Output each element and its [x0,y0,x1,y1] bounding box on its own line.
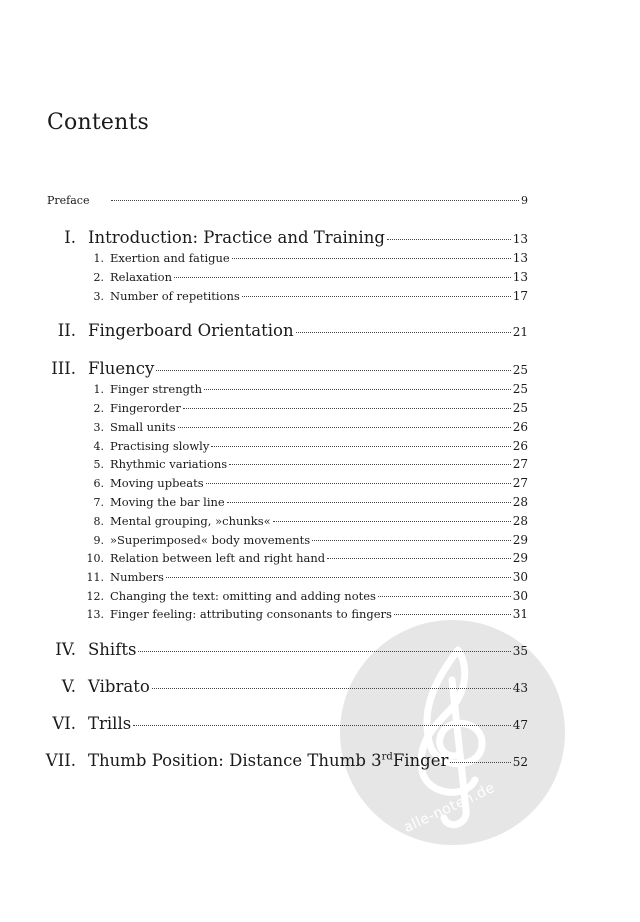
entry-page: 9 [521,194,528,207]
toc-section [0,589,640,607]
dot-leader [229,463,511,465]
entry-page: 35 [512,644,528,658]
entry-page: 27 [512,457,528,471]
dot-leader [156,369,510,371]
entry-page: 43 [512,681,528,695]
dot-leader [232,257,511,259]
toc-section [0,289,640,307]
entry-page: 28 [512,514,528,528]
chapter-title: Fluency [88,359,155,378]
entry-page: 52 [512,755,528,769]
section-title: »Superimposed« body movements [110,533,311,547]
dot-leader [166,576,511,578]
toc-chapter-7 [0,751,640,773]
chapter-title-end: Finger [392,751,449,770]
entry-page: 13 [512,251,528,265]
section-title: Finger strength [110,382,203,396]
section-title: Fingerorder [110,401,181,415]
entry-page: 47 [512,718,528,732]
dot-leader [327,557,511,559]
chapter-number: V. [61,677,76,696]
section-number: 1. [93,383,104,396]
section-number: 12. [86,590,104,603]
dot-leader [174,276,511,278]
dot-leader [211,445,510,447]
entry-page: 30 [512,570,528,584]
toc-section [0,514,640,532]
section-title: Moving the bar line [110,495,225,509]
chapter-number: IV. [55,640,76,659]
entry-page: 25 [512,363,528,377]
toc-section [0,251,640,269]
entry-title: Preface [47,194,90,207]
entry-page: 13 [512,270,528,284]
toc-entry-preface [0,194,640,207]
toc-section [0,270,640,288]
dot-leader [111,199,519,201]
entry-page: 28 [512,495,528,509]
section-title: Changing the text: omitting and adding notes [110,589,376,603]
dot-leader [387,238,511,240]
toc-section [0,457,640,475]
entry-page: 25 [512,382,528,396]
section-title: Practising slowly [110,439,210,453]
toc-section [0,570,640,588]
dot-leader [183,407,511,409]
toc-section [0,533,640,551]
section-number: 4. [93,440,104,453]
dot-leader [133,724,511,726]
dot-leader [227,501,511,503]
section-number: 3. [93,290,104,303]
toc-section [0,420,640,438]
toc-section [0,495,640,513]
dot-leader [312,539,511,541]
toc-section [0,401,640,419]
chapter-title-main: Thumb Position: Distance Thumb 3 [88,751,382,770]
section-number: 8. [93,515,104,528]
dot-leader [378,595,511,597]
chapter-title: Trills [88,714,132,733]
chapter-title: Vibrato [88,677,150,696]
chapter-title: Fingerboard Orientation [88,321,294,340]
entry-page: 21 [512,325,528,339]
toc-chapter-2 [0,321,640,343]
section-number: 3. [93,421,104,434]
toc-chapter-6 [0,714,640,736]
dot-leader [204,388,511,390]
entry-page: 27 [512,476,528,490]
toc-section [0,382,640,400]
section-number: 10. [86,552,104,565]
chapter-number: III. [51,359,76,378]
section-title: Small units [110,420,176,434]
chapter-title [88,751,448,770]
entry-page: 29 [512,533,528,547]
section-number: 2. [93,402,104,415]
toc-chapter-3 [0,359,640,381]
chapter-number: VI. [52,714,76,733]
toc-section [0,439,640,457]
section-number: 5. [93,458,104,471]
section-number: 11. [86,571,104,584]
section-number: 1. [93,252,104,265]
section-number: 2. [93,271,104,284]
entry-page: 26 [512,439,528,453]
section-title: Rhythmic variations [110,457,228,471]
dot-leader [450,761,510,763]
dot-leader [296,331,511,333]
section-title: Mental grouping, »chunks« [110,514,271,528]
dot-leader [242,295,511,297]
section-title: Moving upbeats [110,476,204,490]
chapter-title-superscript: rd [381,751,393,763]
section-number: 13. [86,608,104,621]
chapter-title: Shifts [88,640,137,659]
entry-page: 25 [512,401,528,415]
section-title: Number of repetitions [110,289,240,303]
chapter-number: VII. [45,751,76,770]
entry-page: 30 [512,589,528,603]
toc-section [0,476,640,494]
section-number: 7. [93,496,104,509]
dot-leader [206,482,511,484]
chapter-title: Introduction: Practice and Training [88,228,385,247]
section-title: Relaxation [110,270,172,284]
entry-page: 26 [512,420,528,434]
section-number: 6. [93,477,104,490]
watermark-text: alle-noten.de [401,779,498,837]
toc-chapter-4 [0,640,640,662]
chapter-number: II. [57,321,76,340]
entry-page: 31 [512,607,528,621]
toc-chapter-5 [0,677,640,699]
dot-leader [394,613,511,615]
toc-section [0,551,640,569]
chapter-number: I. [64,228,76,247]
toc-chapter-1 [0,228,640,250]
dot-leader [273,520,511,522]
page-title: Contents [47,110,150,135]
section-title: Numbers [110,570,164,584]
entry-page: 13 [512,232,528,246]
section-number: 9. [93,534,104,547]
dot-leader [178,426,511,428]
entry-page: 17 [512,289,528,303]
section-title: Exertion and fatigue [110,251,230,265]
section-title: Relation between left and right hand [110,551,326,565]
dot-leader [138,650,510,652]
dot-leader [152,687,511,689]
entry-page: 29 [512,551,528,565]
section-title: Finger feeling: attributing consonants to fingers [110,607,392,621]
